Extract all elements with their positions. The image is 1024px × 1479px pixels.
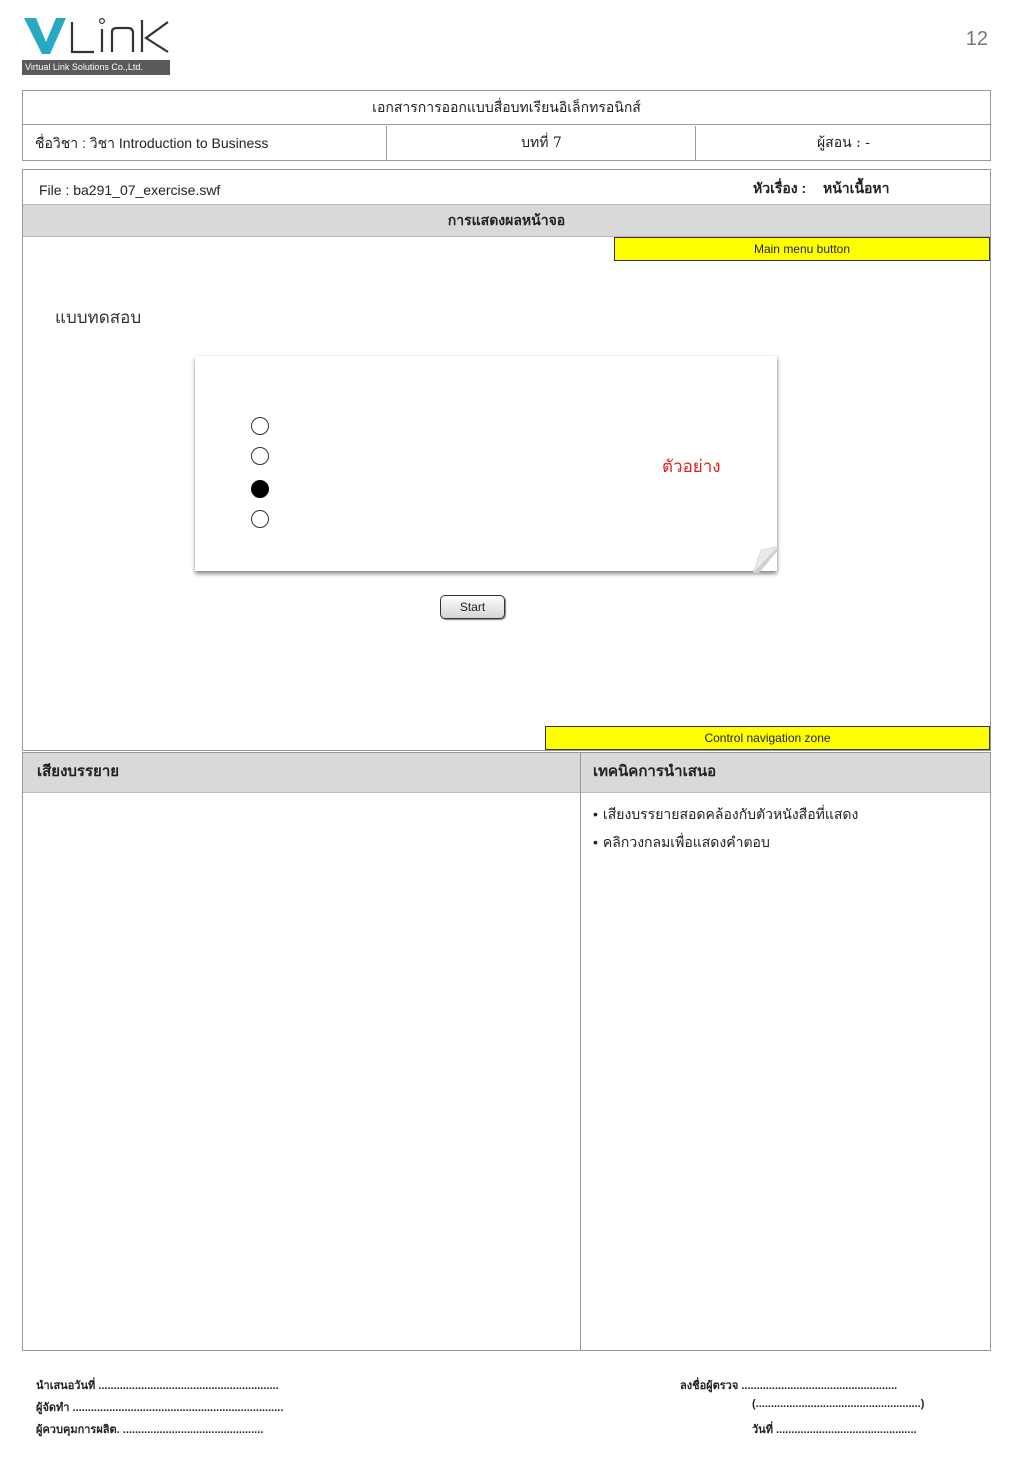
main-menu-button-zone: Main menu button (614, 237, 990, 261)
logo-k-letter (142, 20, 168, 52)
control-navigation-zone: Control navigation zone (545, 726, 990, 750)
teacher-name: ผู้สอน : - (816, 135, 871, 151)
course-name: ชื่อวิชา : วิชา Introduction to Business (23, 126, 387, 160)
file-name: File : ba291_07_exercise.swf (39, 182, 221, 198)
narration-technique-table (22, 752, 991, 1351)
technique-item: • คลิกวงกลมเพื่อแสดงคำตอบ (593, 831, 983, 859)
made-by-line: ผู้จัดทำ ..................................................................... (36, 1402, 284, 1414)
page-curl (753, 546, 779, 573)
production-controller-line: ผู้ควบคุมการผลิต. .............................................. (36, 1424, 264, 1436)
narration-header: เสียงบรรยาย (23, 753, 581, 793)
answer-radio-3[interactable] (251, 480, 269, 498)
screen-display-bar: การแสดงผลหน้าจอ (23, 204, 990, 237)
narration-body (23, 793, 581, 1350)
answer-radio-4[interactable] (251, 510, 269, 528)
quiz-title: แบบทดสอบ (55, 308, 142, 328)
logo-tagline: Virtual Link Solutions Co.,Ltd. (22, 60, 170, 75)
topic-label: หัวเรื่อง : (753, 180, 807, 196)
logo-v-shape (24, 18, 66, 54)
topic-value: หน้าเนื้อหา (823, 180, 890, 196)
header-table (22, 90, 991, 161)
logo-l-letter (72, 22, 94, 52)
start-button[interactable]: Start (440, 595, 505, 619)
document-title: เอกสารการออกแบบสื่อบทเรียนอิเล็กทรอนิกส์ (23, 91, 990, 125)
reviewer-signature-line: ลงชื่อผู้ตรวจ ................................................... (680, 1380, 898, 1392)
reviewer-name-line: (......................................................) (752, 1398, 925, 1410)
answer-radio-1[interactable] (251, 417, 269, 435)
logo-n-letter (112, 28, 133, 52)
screen-design-panel (22, 169, 991, 751)
technique-header: เทคนิคการนำเสนอ (581, 753, 990, 793)
technique-item: • เสียงบรรยายสอดคล้องกับตัวหนังสือที่แสดง (593, 803, 983, 831)
logo-i-dot (100, 19, 105, 24)
review-date-line: วันที่ .............................................. (752, 1424, 917, 1436)
presented-date-line: นำเสนอวันที่ ........................................................... (36, 1380, 279, 1392)
chapter-number: บทที่ 7 (388, 126, 696, 160)
answer-radio-2[interactable] (251, 447, 269, 465)
file-row (23, 170, 990, 204)
sample-label: ตัวอย่าง (662, 457, 721, 477)
technique-list (593, 803, 983, 859)
page-number: 12 (965, 28, 988, 50)
